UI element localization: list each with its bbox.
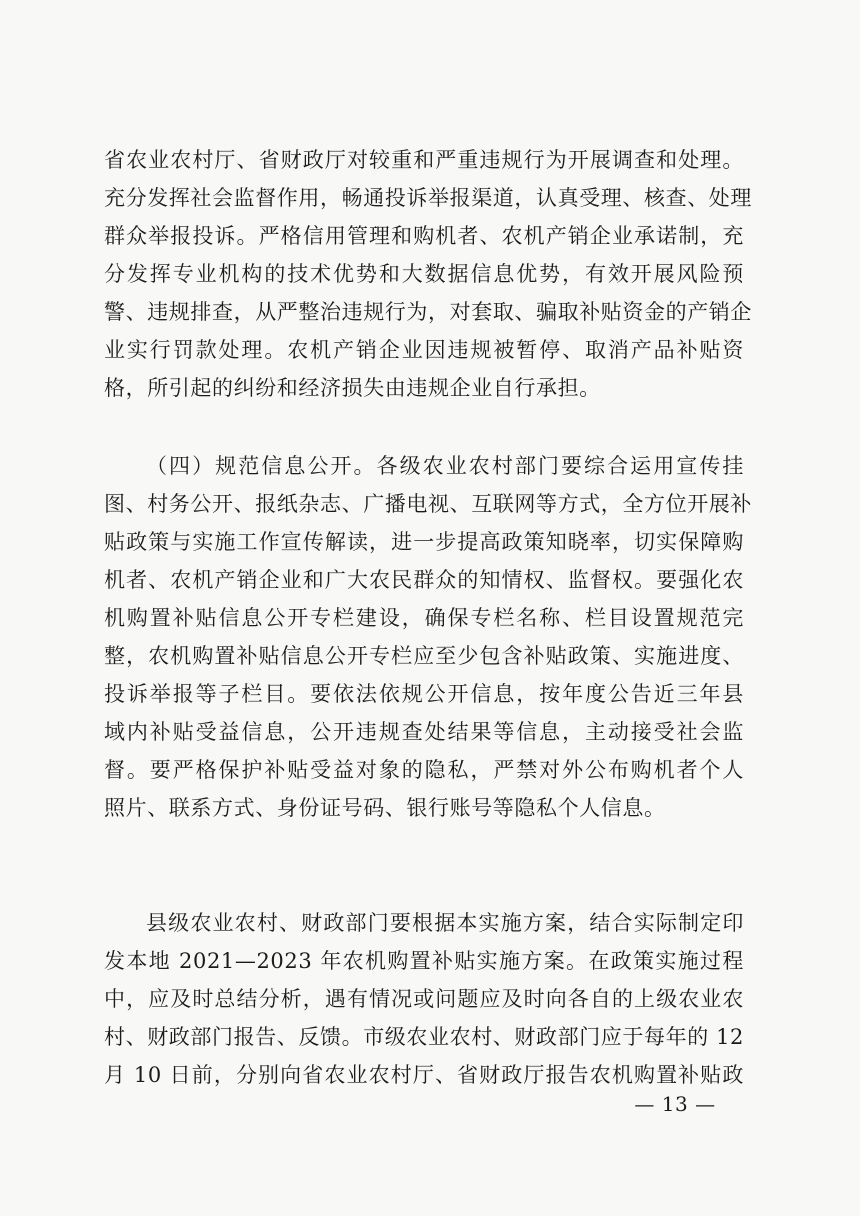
paragraph-supervision [104, 141, 752, 407]
text-line: 警、违规排查，从严整治违规行为，对套取、骗取补贴资金的产销企 [104, 300, 752, 324]
text-line: 中，应及时总结分析，遇有情况或问题应及时向各自的上级农业农 [104, 987, 744, 1011]
text-line: 群众举报投诉。严格信用管理和购机者、农机产销企业承诺制，充 [104, 224, 744, 248]
section-heading-line: （四）规范信息公开。各级农业农村部门要综合运用宣传挂 [146, 454, 744, 478]
text-line: 域内补贴受益信息，公开违规查处结果等信息，主动接受社会监 [104, 720, 744, 744]
text-line: 业实行罚款处理。农机产销企业因违规被暂停、取消产品补贴资 [104, 338, 744, 362]
text-line: 村、财政部门报告、反馈。市级农业农村、财政部门应于每年的 12 [104, 1025, 744, 1049]
text-line: 充分发挥社会监督作用，畅通投诉举报渠道，认真受理、核查、处理 [104, 186, 752, 210]
text-line: 月 10 日前，分别向省农业农村厅、省财政厅报告农机购置补贴政 [104, 1063, 744, 1087]
text-line: 投诉举报等子栏目。要依法依规公开信息，按年度公告近三年县 [104, 682, 744, 706]
text-line: 贴政策与实施工作宣传解读，进一步提高政策知晓率，切实保障购 [104, 530, 744, 554]
text-line: 督。要严格保护补贴受益对象的隐私，严禁对外公布购机者个人 [104, 758, 744, 782]
text-line: 照片、联系方式、身份证号码、银行账号等隐私个人信息。 [104, 796, 666, 820]
text-line: 县级农业农村、财政部门要根据本实施方案，结合实际制定印 [146, 911, 744, 935]
text-line: 分发挥专业机构的技术优势和大数据信息优势，有效开展风险预 [104, 262, 744, 286]
text-line: 格，所引起的纠纷和经济损失由违规企业自行承担。 [104, 376, 601, 400]
text-line: 图、村务公开、报纸杂志、广播电视、互联网等方式，全方位开展补 [104, 492, 752, 516]
text-line: 省农业农村厅、省财政厅对较重和严重违规行为开展调查和处理。 [104, 148, 744, 172]
paragraph-information-disclosure [104, 447, 752, 827]
page-number: — 13 — [634, 1092, 716, 1116]
paragraph-county-implementation [104, 904, 744, 1094]
text-line: 机者、农机产销企业和广大农民群众的知情权、监督权。要强化农 [104, 568, 744, 592]
text-line: 发本地 2021—2023 年农机购置补贴实施方案。在政策实施过程 [104, 949, 744, 973]
text-line: 机购置补贴信息公开专栏建设，确保专栏名称、栏目设置规范完 [104, 606, 744, 630]
text-line: 整，农机购置补贴信息公开专栏应至少包含补贴政策、实施进度、 [104, 644, 744, 668]
